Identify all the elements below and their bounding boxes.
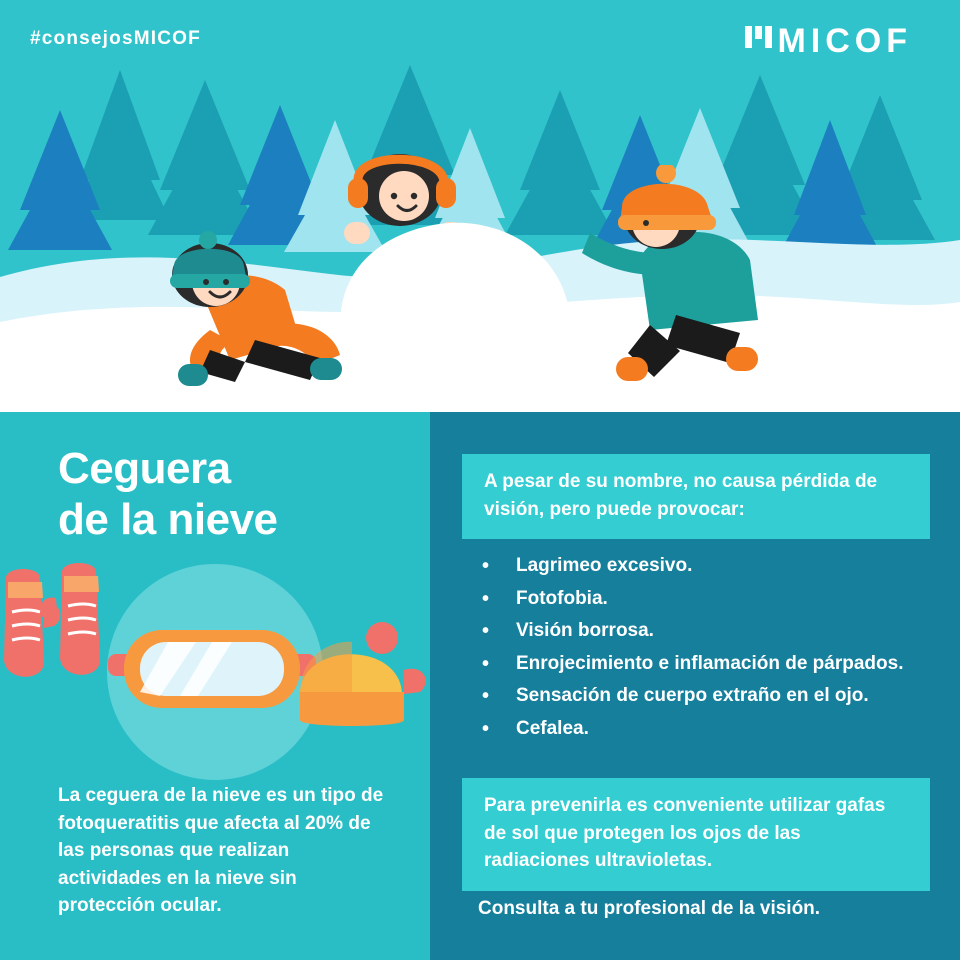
gloves-icon xyxy=(4,563,100,677)
closing-message: Consulta a tu profesional de la visión. xyxy=(478,898,821,919)
winter-gear-illustration xyxy=(0,542,440,782)
content-panel xyxy=(0,412,960,960)
list-item: • Lagrimeo excesivo. xyxy=(462,552,932,581)
list-item: • Sensación de cuerpo extraño en el ojo. xyxy=(462,682,932,711)
page-title-line2: de la nieve xyxy=(58,494,278,544)
illustration-panel xyxy=(0,0,960,412)
snowball-pile xyxy=(790,340,900,400)
list-item: • Fotofobia. xyxy=(462,585,932,614)
ski-goggles-icon xyxy=(108,630,316,708)
logo-m-mark xyxy=(744,22,774,61)
list-item: • Cefalea. xyxy=(462,715,932,744)
hashtag: #consejosMICOF xyxy=(30,28,201,49)
list-item: • Enrojecimiento e inflamación de párpados. xyxy=(462,650,932,679)
page-title-line1: Ceguera xyxy=(58,444,231,493)
symptoms-list xyxy=(462,552,932,747)
page-title xyxy=(58,444,458,545)
left-paragraph: La ceguera de la nieve es un tipo de fotoqueratitis que afecta al 20% de las personas que realizan actividades en la nieve sin protección ocular. xyxy=(58,785,384,917)
winter-hat-icon xyxy=(300,622,426,726)
callout-prevention: Para prevenirla es conveniente utilizar gafas de sol que protegen los ojos de las radiaciones ultravioletas. xyxy=(462,778,930,891)
micof-logo xyxy=(744,22,912,61)
flying-snowball xyxy=(470,250,550,300)
logo-mark-icon xyxy=(744,22,774,52)
callout-intro: A pesar de su nombre, no causa pérdida de visión, pero puede provocar: xyxy=(462,454,930,539)
snowball-small xyxy=(125,345,185,395)
logo-text: MICOF xyxy=(777,22,912,60)
list-item: • Visión borrosa. xyxy=(462,617,932,646)
